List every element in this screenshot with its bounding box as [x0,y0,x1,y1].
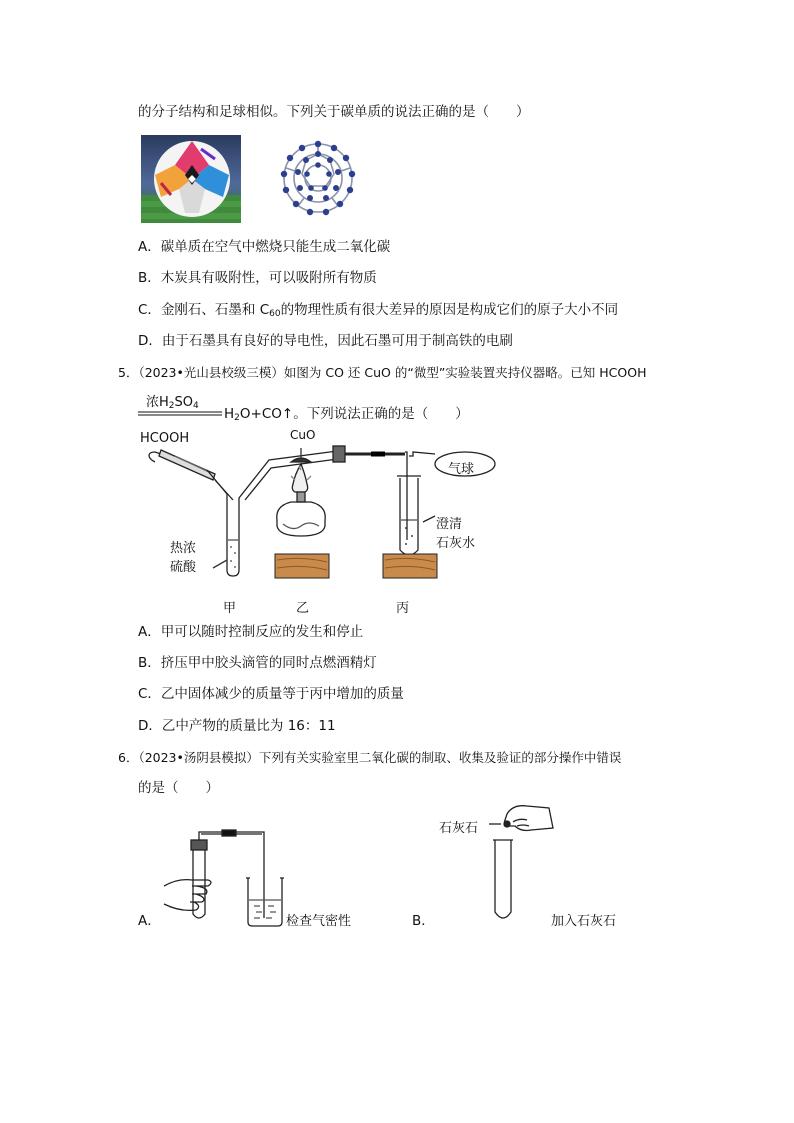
q6-stem-line1 [118,749,621,767]
question-stem: （2023•汤阴县模拟）下列有关实验室里二氧化碳的制取、收集及验证的部分操作中错误 [138,750,622,765]
option-text-cont: 的物理性质有很大差异的原因是构成它们的原子大小不同 [280,302,619,318]
option-text: 木炭具有吸附性，可以吸附所有物质 [160,270,377,286]
q6-option-a-caption: 检查气密性 [286,914,352,929]
c60-subscript: 60 [269,309,281,319]
label-bing: 丙 [396,601,410,616]
q6-option-a-letter[interactable]: A． [138,913,161,929]
reaction-products: $H_2O+CO↑$。下列说法正确的是（ ） [224,406,469,423]
option-letter: C． [138,302,161,318]
option-letter: B． [138,655,161,671]
q4-stem-tail: 的分子结构和足球相似。下列关于碳单质的说法正确的是（ ） [138,104,530,120]
q6-option-b-caption: 加入石灰石 [551,914,617,929]
question-number: 5． [118,365,139,380]
label-hot-acid-1: 热浓 [170,541,197,556]
q5-option-d[interactable] [138,717,336,735]
question-stem: （2023•光山县校级三模）如图为 CO 还 CuO 的“微型”实验装置夹持仪器略。已知 HCOOH [138,365,647,380]
limestone-label: 石灰石 [439,821,479,836]
option-text: 挤压甲中胶头滴管的同时点燃酒精灯 [160,655,377,671]
option-letter: A． [138,624,161,640]
label-jia: 甲 [223,601,237,616]
option-text: 甲可以随时控制反应的发生和停止 [160,624,364,640]
equation-double-line [138,411,222,417]
option-letter: C． [138,686,161,702]
q6-stem-line2: 的是（ ） [138,780,219,796]
q5-option-c[interactable] [138,685,404,703]
co-reduction-apparatus [145,440,505,590]
option-text: 金刚石、石墨和 C [160,302,270,318]
option-text: 乙中固体减少的质量等于丙中增加的质量 [160,686,404,702]
label-cuo: CuO [290,428,316,442]
q4-option-b[interactable] [138,269,377,287]
label-limewater-1: 澄清 [436,517,463,532]
wooden-block-yi [275,554,329,578]
label-limewater-2: 石灰水 [436,536,476,551]
option-text: 乙中产物的质量比为 16：11 [161,718,336,734]
option-text: 碳单质在空气中燃烧只能生成二氧化碳 [160,239,391,255]
add-limestone-figure [483,800,563,926]
label-yi: 乙 [296,601,310,616]
label-hcooh: HCOOH [140,431,190,446]
label-hot-acid-2: 硫酸 [170,560,197,575]
q5-option-b[interactable] [138,654,377,672]
q4-option-d[interactable] [138,332,513,350]
label-balloon: 气球 [448,462,475,477]
q4-option-c[interactable] [138,301,618,323]
airtightness-check-figure [160,830,290,930]
option-letter: D． [138,718,162,734]
q5-stem-line1 [118,364,646,382]
reaction-condition: 浓$H_2SO_4$ [146,395,199,411]
wooden-block-bing [383,554,437,578]
option-letter: D． [138,333,162,349]
q6-option-b-letter[interactable]: B． [412,913,435,929]
option-text: 由于石墨具有良好的导电性，因此石墨可用于制高铁的电刷 [161,333,513,349]
q4-option-a[interactable] [138,238,390,256]
football-image [141,135,241,223]
q5-option-a[interactable] [138,623,363,641]
option-letter: B． [138,270,161,286]
option-letter: A． [138,239,161,255]
c60-molecule-image [278,138,358,218]
question-number: 6． [118,750,139,765]
